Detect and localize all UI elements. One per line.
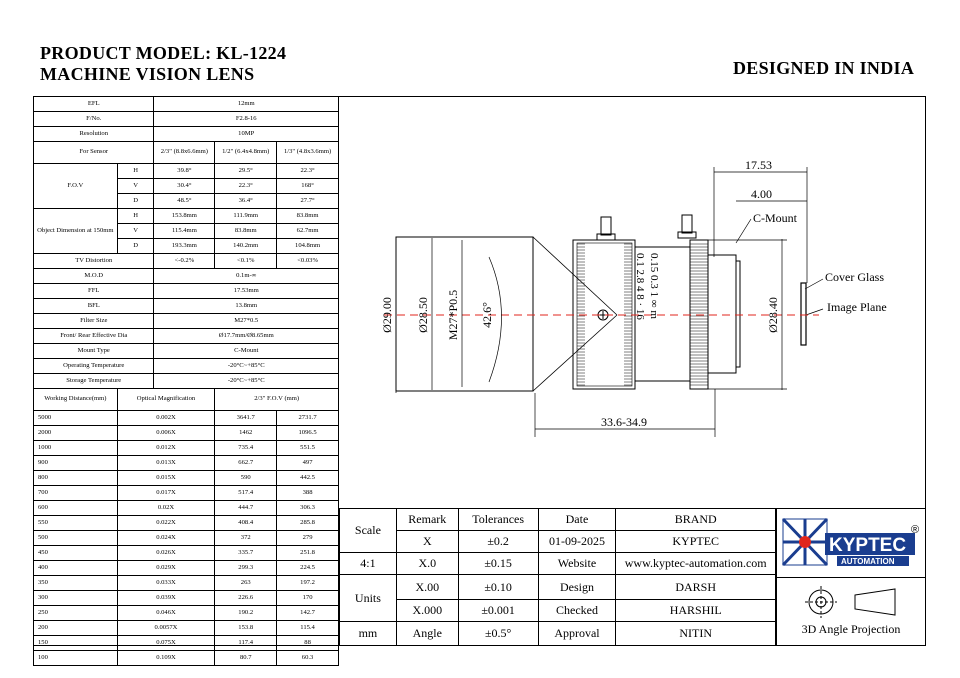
table-row: 350 0.033X 263 197.2 — [34, 576, 339, 591]
spec-row-fov-h: F.O.V H 39.8° 29.5° 22.3° — [34, 164, 339, 179]
spec-row-bfl: BFL 13.8mm — [34, 299, 339, 314]
logo-registered: ® — [911, 524, 920, 536]
dim-dia-28-50: Ø28.50 — [416, 297, 430, 333]
dim-length: 33.6-34.9 — [601, 415, 647, 429]
logo-subtext: AUTOMATION — [841, 557, 895, 566]
spec-row-fov-d: D 48.5° 36.4° 27.7° — [34, 194, 339, 209]
table-row: 2000 0.006X 1462 1096.5 — [34, 426, 339, 441]
logo-box — [776, 508, 926, 578]
spec-row-filter: Filter Size M27*0.5 — [34, 314, 339, 329]
tolerances-header: Tolerances — [458, 509, 538, 531]
product-model-title: PRODUCT MODEL: KL-1224 — [40, 43, 287, 63]
dim-4-00: 4.00 — [751, 187, 772, 201]
dim-dia-29: Ø29.00 — [380, 297, 394, 333]
spec-table — [33, 96, 339, 666]
spec-row-resolution: Resolution 10MP — [34, 127, 339, 142]
designed-in-india: DESIGNED IN INDIA — [733, 58, 915, 78]
units-value: mm — [340, 621, 397, 645]
label-cover-glass: Cover Glass — [825, 270, 884, 284]
table-row: 450 0.026X 335.7 251.8 — [34, 546, 339, 561]
table-row: 900 0.013X 662.7 497 — [34, 456, 339, 471]
focus-scale-1: 0.1 2.8 4 8 · 16 — [634, 253, 646, 320]
dim-dia-28-40: Ø28.40 — [766, 297, 780, 333]
date-header: Date — [538, 509, 616, 531]
dim-angle: 42.6° — [480, 302, 494, 328]
table-row: 550 0.022X 408.4 285.8 — [34, 516, 339, 531]
dim-17-53: 17.53 — [745, 158, 772, 172]
spec-row-dia: Front/ Rear Effective Dia Ø17.7mm/Ø8.65mm — [34, 329, 339, 344]
spec-row-mod: M.O.D 0.1m-∞ — [34, 269, 339, 284]
website: www.kyptec-automation.com — [616, 553, 776, 575]
table-row: 5000 0.002X 3641.7 2731.7 — [34, 411, 339, 426]
table-row: 250 0.046X 190.2 142.7 — [34, 606, 339, 621]
spec-row-sttemp: Storage Temperature -20°C~+85°C — [34, 374, 339, 389]
brand-header: BRAND — [616, 509, 776, 531]
table-row: 500 0.024X 372 279 — [34, 531, 339, 546]
remark-header: Remark — [396, 509, 458, 531]
spec-row-obj-v: V 115.4mm 83.8mm 62.7mm — [34, 224, 339, 239]
cover-glass — [801, 283, 806, 345]
spec-row-mount: Mount Type C-Mount — [34, 344, 339, 359]
table-row: 700 0.017X 517.4 388 — [34, 486, 339, 501]
table-row: 400 0.029X 299.3 224.5 — [34, 561, 339, 576]
title-block-table: Scale Remark Tolerances Date BRAND X ±0.2 01-09-2025 KYPTEC 4:1 X.0 ±0.15 Website www.kyptec-automation.com Units X.00 ±0.10 Design DARSH X.000 ±0.001 Checked HARSHIL mm Angle ±0.5° Approval NITIN — [339, 508, 776, 646]
spec-row-ffl: FFL 17.53mm — [34, 284, 339, 299]
focus-scale-2: 0.15 0.3 1 ∞ m — [648, 253, 660, 319]
front-lock-screw — [601, 217, 611, 235]
spec-row-fno: F/No. F2.8-16 — [34, 112, 339, 127]
label-image-plane: Image Plane — [827, 300, 887, 314]
spec-row-efl: EFL 12mm — [34, 97, 339, 112]
table-row: 150 0.075X 117.4 88 — [34, 636, 339, 651]
spec-row-sensor: For Sensor 2/3" (8.8x6.6mm) 1/2" (6.4x4.8mm) 1/3" (4.8x3.6mm) — [34, 142, 339, 164]
label-c-mount: C-Mount — [753, 211, 798, 225]
table-row: 100 0.109X 80.7 60.3 — [34, 651, 339, 666]
dim-m27: M27*P0.5 — [446, 289, 460, 341]
spec-row-tv: TV Distortion <-0.2% <0.1% <0.03% — [34, 254, 339, 269]
wd-table-body — [34, 411, 339, 666]
spec-row-obj-d: D 193.3mm 140.2mm 104.8mm — [34, 239, 339, 254]
wd-header-row: Working Distance(mm) Optical Magnification 2/3" F.O.V (mm) — [34, 389, 339, 411]
scale-label: Scale — [340, 509, 397, 553]
logo-text: KYPTEC — [829, 535, 907, 556]
table-row: 800 0.015X 590 442.5 — [34, 471, 339, 486]
rear-lock-screw — [682, 215, 692, 233]
projection-label: 3D Angle Projection — [801, 622, 901, 636]
table-row: 200 0.0057X 153.8 115.4 — [34, 621, 339, 636]
table-row: 600 0.02X 444.7 306.3 — [34, 501, 339, 516]
spec-row-fov-v: V 30.4° 22.3° 168° — [34, 179, 339, 194]
lens-drawing — [339, 97, 925, 497]
kyptec-logo — [777, 509, 925, 577]
scale-value: 4:1 — [340, 553, 397, 575]
table-row: 1000 0.012X 735.4 551.5 — [34, 441, 339, 456]
table-row: 300 0.039X 226.6 170 — [34, 591, 339, 606]
units-label: Units — [340, 575, 397, 621]
projection-symbol-icon — [777, 578, 925, 624]
projection-box — [776, 578, 926, 646]
spec-row-optemp: Operating Temperature -20°C~+85°C — [34, 359, 339, 374]
lens-type-title: MACHINE VISION LENS — [40, 64, 255, 84]
spec-row-obj-h: Object Dimension at 150mm H 153.8mm 111.9mm 83.8mm — [34, 209, 339, 224]
